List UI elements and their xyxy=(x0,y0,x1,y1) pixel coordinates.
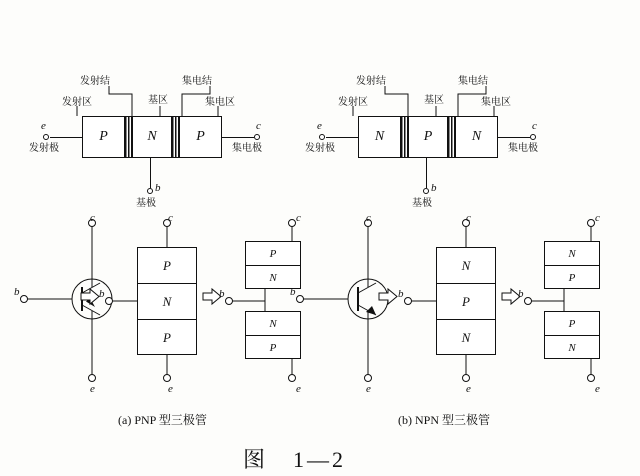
pnp-stack-e-letter: e xyxy=(168,383,173,395)
pnp-emitter-electrode-label: 发射极 xyxy=(29,143,59,154)
npn-collector-terminal[interactable] xyxy=(530,134,536,140)
npn-base-terminal[interactable] xyxy=(423,188,429,194)
pnp-split-top-cell-0: P xyxy=(246,242,300,266)
npn-split-bottom-box xyxy=(544,311,600,359)
npn-collector-junction-label: 集电结 xyxy=(458,76,488,87)
npn-stack-cell-2: N xyxy=(461,330,471,345)
npn-split-b-letter: b xyxy=(518,288,524,300)
npn-stack-cell-1: P xyxy=(437,284,495,320)
npn-collector-region-label: 集电区 xyxy=(481,97,511,108)
npn-structure-slab xyxy=(358,116,498,158)
npn-symbol-e-letter: e xyxy=(366,383,371,395)
npn-base-region-label: 基区 xyxy=(424,95,444,106)
pnp-base-terminal[interactable] xyxy=(147,188,153,194)
pnp-slab-region-2: P xyxy=(196,129,205,144)
pnp-emitter-terminal[interactable] xyxy=(43,134,49,140)
pnp-emitter-junction-label: 发射结 xyxy=(80,76,110,87)
npn-base-terminal-letter: b xyxy=(431,182,437,194)
npn-split-top-cell-1: P xyxy=(568,272,576,284)
pnp-split-b-letter: b xyxy=(219,288,225,300)
npn-split-top-cell-0: N xyxy=(545,242,599,266)
npn-split-bottom-cell-0: P xyxy=(545,312,599,336)
pnp-symbol-b-letter: b xyxy=(14,286,20,298)
pnp-stack-cell-1: N xyxy=(138,284,196,320)
pnp-split-bottom-box xyxy=(245,311,301,359)
npn-emitter-terminal-letter: e xyxy=(317,120,322,132)
pnp-collector-terminal-letter: c xyxy=(256,120,261,132)
pnp-split-top-box xyxy=(245,241,301,289)
npn-split-c-letter: c xyxy=(595,212,600,224)
npn-arrow-1 xyxy=(378,288,398,306)
pnp-symbol-e-letter: e xyxy=(90,383,95,395)
pnp-stack-c-letter: c xyxy=(168,212,173,224)
pnp-stack-b-letter: b xyxy=(99,288,105,300)
npn-stack-e-letter: e xyxy=(466,383,471,395)
figure-title: 图 1—2 xyxy=(243,447,347,472)
npn-split-bottom-cell-1: N xyxy=(568,342,576,354)
npn-collector-junction-hatch xyxy=(447,117,456,157)
npn-stack-c-letter: c xyxy=(466,212,471,224)
pnp-stack-cell-0: P xyxy=(138,248,196,284)
npn-emitter-electrode-label: 发射极 xyxy=(305,143,335,154)
pnp-emitter-terminal-letter: e xyxy=(41,120,46,132)
npn-symbol-c-letter: c xyxy=(366,212,371,224)
npn-slab-region-0: N xyxy=(374,129,385,144)
pnp-stack-cell-2: P xyxy=(163,330,171,345)
pnp-arrow-1 xyxy=(80,288,100,306)
npn-collector-lead xyxy=(498,137,530,138)
npn-base-electrode-label: 基极 xyxy=(412,198,432,209)
pnp-base-electrode-label: 基极 xyxy=(136,198,156,209)
pnp-split-c-letter: c xyxy=(296,212,301,224)
pnp-split-top-cell-1: N xyxy=(269,272,277,284)
npn-stack-block xyxy=(436,247,496,355)
caption-b: (b) NPN 型三极管 xyxy=(398,413,490,427)
npn-emitter-junction-label: 发射结 xyxy=(356,76,386,87)
npn-emitter-lead xyxy=(326,137,358,138)
pnp-collector-electrode-label: 集电极 xyxy=(232,143,262,154)
npn-symbol-b-letter: b xyxy=(290,286,296,298)
pnp-collector-junction-hatch xyxy=(171,117,180,157)
npn-emitter-region-label: 发射区 xyxy=(338,97,368,108)
pnp-collector-junction-label: 集电结 xyxy=(182,76,212,87)
pnp-base-lead xyxy=(150,158,151,188)
npn-split-e-letter: e xyxy=(595,383,600,395)
pnp-collector-region-label: 集电区 xyxy=(205,97,235,108)
pnp-slab-region-0: P xyxy=(99,129,108,144)
pnp-split-e-letter: e xyxy=(296,383,301,395)
npn-collector-terminal-letter: c xyxy=(532,120,537,132)
pnp-slab-region-1: N xyxy=(147,129,157,144)
npn-emitter-junction-hatch xyxy=(400,117,409,157)
npn-stack-cell-0: N xyxy=(437,248,495,284)
npn-slab-region-2: N xyxy=(471,129,482,144)
pnp-base-terminal-letter: b xyxy=(155,182,161,194)
pnp-symbol-c-letter: c xyxy=(90,212,95,224)
pnp-emitter-region-label: 发射区 xyxy=(62,97,92,108)
pnp-base-region-label: 基区 xyxy=(148,95,168,106)
npn-base-lead xyxy=(426,158,427,188)
pnp-split-bottom-cell-0: N xyxy=(246,312,300,336)
npn-stack-b-letter: b xyxy=(398,288,404,300)
npn-slab-region-1: P xyxy=(423,129,433,144)
pnp-emitter-lead xyxy=(50,137,82,138)
pnp-structure-slab xyxy=(82,116,222,158)
npn-collector-electrode-label: 集电极 xyxy=(508,143,538,154)
pnp-collector-terminal[interactable] xyxy=(254,134,260,140)
pnp-stack-block xyxy=(137,247,197,355)
pnp-split-bottom-cell-1: P xyxy=(269,342,277,354)
npn-split-top-box xyxy=(544,241,600,289)
pnp-emitter-junction-hatch xyxy=(124,117,133,157)
npn-emitter-terminal[interactable] xyxy=(319,134,325,140)
caption-a: (a) PNP 型三极管 xyxy=(118,413,207,427)
pnp-collector-lead xyxy=(222,137,254,138)
